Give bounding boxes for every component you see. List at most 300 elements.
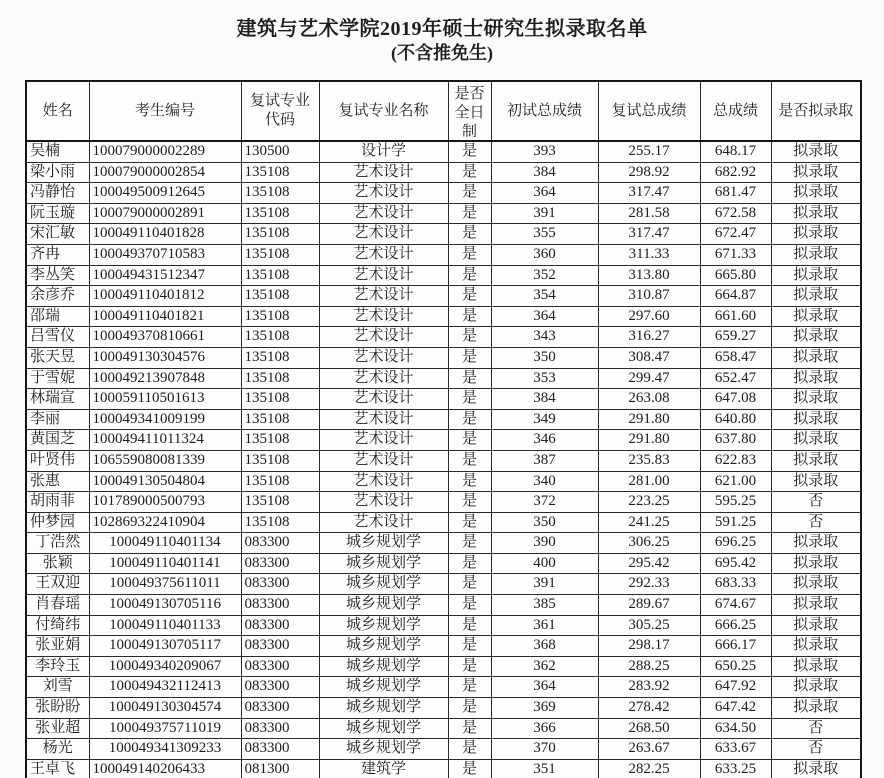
- cell-name: 付绮纬: [26, 615, 89, 636]
- cell-name: 黄国芝: [26, 430, 89, 451]
- cell-major_name: 艺术设计: [319, 327, 448, 348]
- cell-major_code: 083300: [241, 698, 319, 719]
- cell-initial_score: 384: [491, 162, 598, 183]
- cell-major_code: 135108: [241, 265, 319, 286]
- cell-name: 梁小雨: [26, 162, 89, 183]
- cell-total_score: 661.60: [700, 306, 771, 327]
- cell-retest_score: 295.42: [598, 553, 700, 574]
- cell-major_name: 城乡规划学: [319, 636, 448, 657]
- cell-admitted: 拟录取: [771, 183, 861, 204]
- cell-full_time: 是: [448, 141, 491, 162]
- cell-major_name: 艺术设计: [319, 265, 448, 286]
- table-row: [26, 389, 861, 410]
- cell-total_score: 659.27: [700, 327, 771, 348]
- cell-major_name: 艺术设计: [319, 183, 448, 204]
- cell-major_code: 083300: [241, 574, 319, 595]
- cell-major_code: 083300: [241, 533, 319, 554]
- cell-retest_score: 283.92: [598, 677, 700, 698]
- cell-name: 李玲玉: [26, 656, 89, 677]
- cell-initial_score: 349: [491, 409, 598, 430]
- cell-name: 李丽: [26, 409, 89, 430]
- table-row: [26, 368, 861, 389]
- cell-full_time: 是: [448, 656, 491, 677]
- cell-retest_score: 281.58: [598, 203, 700, 224]
- table-row: [26, 183, 861, 204]
- table-row: [26, 615, 861, 636]
- cell-name: 王卓飞: [26, 759, 89, 778]
- cell-candidate_no: 100049370810661: [89, 327, 241, 348]
- cell-initial_score: 350: [491, 512, 598, 533]
- cell-full_time: 是: [448, 409, 491, 430]
- cell-admitted: 拟录取: [771, 347, 861, 368]
- cell-candidate_no: 100049375611011: [89, 574, 241, 595]
- cell-major_name: 城乡规划学: [319, 615, 448, 636]
- cell-retest_score: 305.25: [598, 615, 700, 636]
- table-body: [26, 141, 861, 778]
- cell-full_time: 是: [448, 347, 491, 368]
- cell-major_name: 设计学: [319, 141, 448, 162]
- cell-major_code: 135108: [241, 471, 319, 492]
- cell-major_name: 城乡规划学: [319, 739, 448, 760]
- cell-candidate_no: 100059110501613: [89, 389, 241, 410]
- cell-candidate_no: 100049340209067: [89, 656, 241, 677]
- cell-candidate_no: 106559080081339: [89, 450, 241, 471]
- cell-full_time: 是: [448, 512, 491, 533]
- cell-admitted: 拟录取: [771, 656, 861, 677]
- cell-retest_score: 310.87: [598, 286, 700, 307]
- cell-admitted: 拟录取: [771, 636, 861, 657]
- cell-total_score: 695.42: [700, 553, 771, 574]
- cell-major_code: 135108: [241, 306, 319, 327]
- cell-total_score: 591.25: [700, 512, 771, 533]
- cell-major_code: 135108: [241, 450, 319, 471]
- cell-initial_score: 364: [491, 677, 598, 698]
- cell-initial_score: 372: [491, 492, 598, 513]
- cell-candidate_no: 100049370710583: [89, 244, 241, 265]
- cell-initial_score: 393: [491, 141, 598, 162]
- cell-admitted: 否: [771, 718, 861, 739]
- cell-total_score: 658.47: [700, 347, 771, 368]
- cell-total_score: 640.80: [700, 409, 771, 430]
- cell-retest_score: 291.80: [598, 430, 700, 451]
- cell-major_name: 艺术设计: [319, 389, 448, 410]
- cell-full_time: 是: [448, 739, 491, 760]
- cell-admitted: 拟录取: [771, 471, 861, 492]
- table-row: [26, 224, 861, 245]
- cell-admitted: 拟录取: [771, 595, 861, 616]
- cell-admitted: 拟录取: [771, 162, 861, 183]
- cell-admitted: 拟录取: [771, 265, 861, 286]
- cell-major_code: 135108: [241, 409, 319, 430]
- cell-major_code: 135108: [241, 162, 319, 183]
- cell-retest_score: 281.00: [598, 471, 700, 492]
- cell-candidate_no: 100049110401134: [89, 533, 241, 554]
- cell-retest_score: 313.80: [598, 265, 700, 286]
- cell-full_time: 是: [448, 430, 491, 451]
- cell-full_time: 是: [448, 327, 491, 348]
- table-row: [26, 471, 861, 492]
- cell-major_code: 135108: [241, 389, 319, 410]
- cell-candidate_no: 102869322410904: [89, 512, 241, 533]
- cell-full_time: 是: [448, 265, 491, 286]
- cell-major_name: 艺术设计: [319, 492, 448, 513]
- cell-candidate_no: 100049130705117: [89, 636, 241, 657]
- cell-total_score: 672.58: [700, 203, 771, 224]
- cell-major_code: 135108: [241, 183, 319, 204]
- cell-retest_score: 297.60: [598, 306, 700, 327]
- cell-retest_score: 278.42: [598, 698, 700, 719]
- cell-major_code: 083300: [241, 553, 319, 574]
- cell-initial_score: 362: [491, 656, 598, 677]
- cell-major_code: 083300: [241, 656, 319, 677]
- cell-name: 张亚娟: [26, 636, 89, 657]
- cell-total_score: 674.67: [700, 595, 771, 616]
- cell-total_score: 647.08: [700, 389, 771, 410]
- table-row: [26, 141, 861, 162]
- cell-admitted: 拟录取: [771, 327, 861, 348]
- table-row: [26, 739, 861, 760]
- cell-initial_score: 350: [491, 347, 598, 368]
- cell-major_name: 艺术设计: [319, 450, 448, 471]
- cell-name: 杨光: [26, 739, 89, 760]
- cell-admitted: 拟录取: [771, 306, 861, 327]
- cell-major_code: 083300: [241, 636, 319, 657]
- table-row: [26, 327, 861, 348]
- table-row: [26, 347, 861, 368]
- cell-candidate_no: 100049432112413: [89, 677, 241, 698]
- cell-major_code: 081300: [241, 759, 319, 778]
- cell-retest_score: 263.08: [598, 389, 700, 410]
- table-row: [26, 450, 861, 471]
- cell-initial_score: 390: [491, 533, 598, 554]
- cell-major_name: 城乡规划学: [319, 718, 448, 739]
- cell-initial_score: 384: [491, 389, 598, 410]
- cell-total_score: 633.25: [700, 759, 771, 778]
- cell-name: 于雪妮: [26, 368, 89, 389]
- cell-name: 胡雨菲: [26, 492, 89, 513]
- table-row: [26, 430, 861, 451]
- cell-name: 肖春瑶: [26, 595, 89, 616]
- cell-major_code: 135108: [241, 368, 319, 389]
- cell-initial_score: 366: [491, 718, 598, 739]
- cell-name: 张惠: [26, 471, 89, 492]
- column-header-admitted: 是否拟录取: [771, 81, 861, 141]
- cell-candidate_no: 100079000002891: [89, 203, 241, 224]
- cell-candidate_no: 100049130304574: [89, 698, 241, 719]
- cell-name: 冯静怡: [26, 183, 89, 204]
- cell-candidate_no: 100049375711019: [89, 718, 241, 739]
- cell-full_time: 是: [448, 698, 491, 719]
- cell-name: 宋汇敏: [26, 224, 89, 245]
- cell-initial_score: 370: [491, 739, 598, 760]
- table-row: [26, 574, 861, 595]
- cell-total_score: 665.80: [700, 265, 771, 286]
- cell-initial_score: 346: [491, 430, 598, 451]
- cell-name: 李丛笑: [26, 265, 89, 286]
- cell-candidate_no: 100049341009199: [89, 409, 241, 430]
- cell-retest_score: 298.17: [598, 636, 700, 657]
- table-row: [26, 244, 861, 265]
- cell-admitted: 否: [771, 739, 861, 760]
- cell-admitted: 拟录取: [771, 759, 861, 778]
- column-header-major_name: 复试专业名称: [319, 81, 448, 141]
- cell-admitted: 拟录取: [771, 677, 861, 698]
- cell-admitted: 拟录取: [771, 409, 861, 430]
- cell-major_code: 083300: [241, 718, 319, 739]
- cell-major_code: 083300: [241, 677, 319, 698]
- cell-initial_score: 364: [491, 183, 598, 204]
- table-row: [26, 553, 861, 574]
- cell-major_code: 130500: [241, 141, 319, 162]
- table-row: [26, 533, 861, 554]
- cell-name: 刘雪: [26, 677, 89, 698]
- cell-initial_score: 340: [491, 471, 598, 492]
- cell-total_score: 672.47: [700, 224, 771, 245]
- cell-retest_score: 235.83: [598, 450, 700, 471]
- table-row: [26, 203, 861, 224]
- cell-total_score: 633.67: [700, 739, 771, 760]
- header-row: [26, 81, 861, 141]
- table-row: [26, 718, 861, 739]
- table-row: [26, 162, 861, 183]
- column-header-major_code: 复试专业代码: [241, 81, 319, 141]
- cell-candidate_no: 100079000002854: [89, 162, 241, 183]
- cell-initial_score: 354: [491, 286, 598, 307]
- cell-major_name: 城乡规划学: [319, 533, 448, 554]
- cell-name: 张天昱: [26, 347, 89, 368]
- cell-retest_score: 241.25: [598, 512, 700, 533]
- cell-initial_score: 369: [491, 698, 598, 719]
- cell-candidate_no: 100049130304576: [89, 347, 241, 368]
- cell-total_score: 666.17: [700, 636, 771, 657]
- cell-major_name: 城乡规划学: [319, 677, 448, 698]
- title-line-2: (不含推免生): [391, 43, 493, 63]
- cell-full_time: 是: [448, 574, 491, 595]
- cell-name: 张盼盼: [26, 698, 89, 719]
- cell-admitted: 拟录取: [771, 615, 861, 636]
- cell-full_time: 是: [448, 286, 491, 307]
- cell-retest_score: 288.25: [598, 656, 700, 677]
- cell-full_time: 是: [448, 471, 491, 492]
- cell-major_name: 城乡规划学: [319, 553, 448, 574]
- cell-full_time: 是: [448, 553, 491, 574]
- cell-major_name: 城乡规划学: [319, 656, 448, 677]
- cell-admitted: 拟录取: [771, 368, 861, 389]
- cell-total_score: 664.87: [700, 286, 771, 307]
- cell-name: 吕雪仪: [26, 327, 89, 348]
- title-line-1: 建筑与艺术学院2019年硕士研究生拟录取名单: [236, 18, 648, 40]
- table-row: [26, 286, 861, 307]
- cell-candidate_no: 100049110401828: [89, 224, 241, 245]
- cell-admitted: 拟录取: [771, 244, 861, 265]
- cell-major_code: 083300: [241, 595, 319, 616]
- cell-major_code: 135108: [241, 327, 319, 348]
- cell-admitted: 拟录取: [771, 553, 861, 574]
- cell-major_code: 135108: [241, 286, 319, 307]
- cell-full_time: 是: [448, 368, 491, 389]
- cell-total_score: 650.25: [700, 656, 771, 677]
- table-row: [26, 595, 861, 616]
- column-header-initial_score: 初试总成绩: [491, 81, 598, 141]
- cell-initial_score: 391: [491, 574, 598, 595]
- cell-initial_score: 368: [491, 636, 598, 657]
- cell-name: 叶贤伟: [26, 450, 89, 471]
- cell-major_name: 艺术设计: [319, 306, 448, 327]
- cell-total_score: 671.33: [700, 244, 771, 265]
- cell-full_time: 是: [448, 183, 491, 204]
- cell-initial_score: 351: [491, 759, 598, 778]
- table-row: [26, 492, 861, 513]
- cell-major_code: 083300: [241, 739, 319, 760]
- cell-major_name: 艺术设计: [319, 430, 448, 451]
- cell-candidate_no: 100049130705116: [89, 595, 241, 616]
- cell-full_time: 是: [448, 162, 491, 183]
- cell-full_time: 是: [448, 492, 491, 513]
- cell-major_name: 城乡规划学: [319, 574, 448, 595]
- cell-retest_score: 311.33: [598, 244, 700, 265]
- cell-candidate_no: 100049130504804: [89, 471, 241, 492]
- cell-full_time: 是: [448, 389, 491, 410]
- table-row: [26, 698, 861, 719]
- cell-retest_score: 291.80: [598, 409, 700, 430]
- cell-retest_score: 298.92: [598, 162, 700, 183]
- cell-major_name: 艺术设计: [319, 203, 448, 224]
- admission-table: [25, 80, 862, 778]
- cell-candidate_no: 100049431512347: [89, 265, 241, 286]
- cell-admitted: 拟录取: [771, 141, 861, 162]
- table-row: [26, 759, 861, 778]
- cell-major_name: 艺术设计: [319, 244, 448, 265]
- column-header-candidate_no: 考生编号: [89, 81, 241, 141]
- cell-major_name: 艺术设计: [319, 286, 448, 307]
- cell-full_time: 是: [448, 224, 491, 245]
- column-header-retest_score: 复试总成绩: [598, 81, 700, 141]
- cell-major_name: 城乡规划学: [319, 698, 448, 719]
- table-row: [26, 636, 861, 657]
- cell-name: 丁浩然: [26, 533, 89, 554]
- cell-full_time: 是: [448, 244, 491, 265]
- cell-initial_score: 352: [491, 265, 598, 286]
- cell-retest_score: 317.47: [598, 224, 700, 245]
- cell-candidate_no: 100049500912645: [89, 183, 241, 204]
- cell-admitted: 拟录取: [771, 203, 861, 224]
- cell-major_name: 艺术设计: [319, 368, 448, 389]
- cell-initial_score: 364: [491, 306, 598, 327]
- cell-major_name: 艺术设计: [319, 162, 448, 183]
- cell-total_score: 637.80: [700, 430, 771, 451]
- cell-total_score: 652.47: [700, 368, 771, 389]
- cell-initial_score: 360: [491, 244, 598, 265]
- cell-name: 仲梦园: [26, 512, 89, 533]
- cell-total_score: 666.25: [700, 615, 771, 636]
- cell-admitted: 否: [771, 492, 861, 513]
- cell-candidate_no: 100079000002289: [89, 141, 241, 162]
- cell-total_score: 622.83: [700, 450, 771, 471]
- cell-candidate_no: 100049110401821: [89, 306, 241, 327]
- cell-retest_score: 306.25: [598, 533, 700, 554]
- cell-full_time: 是: [448, 636, 491, 657]
- cell-name: 齐冉: [26, 244, 89, 265]
- cell-total_score: 647.92: [700, 677, 771, 698]
- column-header-name: 姓名: [26, 81, 89, 141]
- cell-major_code: 135108: [241, 244, 319, 265]
- cell-major_name: 艺术设计: [319, 512, 448, 533]
- cell-retest_score: 268.50: [598, 718, 700, 739]
- cell-retest_score: 289.67: [598, 595, 700, 616]
- cell-name: 王双迎: [26, 574, 89, 595]
- cell-full_time: 是: [448, 533, 491, 554]
- cell-candidate_no: 100049110401812: [89, 286, 241, 307]
- table-row: [26, 656, 861, 677]
- cell-name: 阮玉璇: [26, 203, 89, 224]
- cell-initial_score: 353: [491, 368, 598, 389]
- table-row: [26, 677, 861, 698]
- table-row: [26, 306, 861, 327]
- cell-initial_score: 385: [491, 595, 598, 616]
- cell-initial_score: 400: [491, 553, 598, 574]
- cell-retest_score: 255.17: [598, 141, 700, 162]
- cell-candidate_no: 100049140206433: [89, 759, 241, 778]
- cell-retest_score: 282.25: [598, 759, 700, 778]
- cell-full_time: 是: [448, 306, 491, 327]
- cell-initial_score: 361: [491, 615, 598, 636]
- cell-admitted: 拟录取: [771, 533, 861, 554]
- cell-admitted: 拟录取: [771, 450, 861, 471]
- cell-major_code: 135108: [241, 203, 319, 224]
- cell-major_name: 艺术设计: [319, 409, 448, 430]
- cell-candidate_no: 100049110401141: [89, 553, 241, 574]
- cell-name: 吴楠: [26, 141, 89, 162]
- cell-name: 张颖: [26, 553, 89, 574]
- document-title: [0, 16, 884, 65]
- cell-initial_score: 387: [491, 450, 598, 471]
- cell-total_score: 681.47: [700, 183, 771, 204]
- column-header-full_time: 是否全日制: [448, 81, 491, 141]
- cell-full_time: 是: [448, 677, 491, 698]
- cell-candidate_no: 100049411011324: [89, 430, 241, 451]
- cell-total_score: 648.17: [700, 141, 771, 162]
- cell-total_score: 682.92: [700, 162, 771, 183]
- cell-retest_score: 223.25: [598, 492, 700, 513]
- cell-admitted: 拟录取: [771, 286, 861, 307]
- cell-retest_score: 292.33: [598, 574, 700, 595]
- cell-total_score: 595.25: [700, 492, 771, 513]
- cell-major_code: 135108: [241, 224, 319, 245]
- cell-initial_score: 355: [491, 224, 598, 245]
- cell-full_time: 是: [448, 595, 491, 616]
- cell-total_score: 621.00: [700, 471, 771, 492]
- cell-major_code: 135108: [241, 512, 319, 533]
- cell-major_name: 城乡规划学: [319, 595, 448, 616]
- cell-retest_score: 317.47: [598, 183, 700, 204]
- cell-total_score: 634.50: [700, 718, 771, 739]
- cell-candidate_no: 100049110401133: [89, 615, 241, 636]
- cell-total_score: 683.33: [700, 574, 771, 595]
- cell-retest_score: 299.47: [598, 368, 700, 389]
- cell-full_time: 是: [448, 759, 491, 778]
- cell-admitted: 拟录取: [771, 574, 861, 595]
- cell-major_name: 艺术设计: [319, 471, 448, 492]
- cell-name: 余彦乔: [26, 286, 89, 307]
- cell-total_score: 696.25: [700, 533, 771, 554]
- cell-major_code: 083300: [241, 615, 319, 636]
- table-row: [26, 409, 861, 430]
- cell-total_score: 647.42: [700, 698, 771, 719]
- cell-candidate_no: 100049213907848: [89, 368, 241, 389]
- cell-admitted: 否: [771, 512, 861, 533]
- cell-major_code: 135108: [241, 347, 319, 368]
- cell-admitted: 拟录取: [771, 224, 861, 245]
